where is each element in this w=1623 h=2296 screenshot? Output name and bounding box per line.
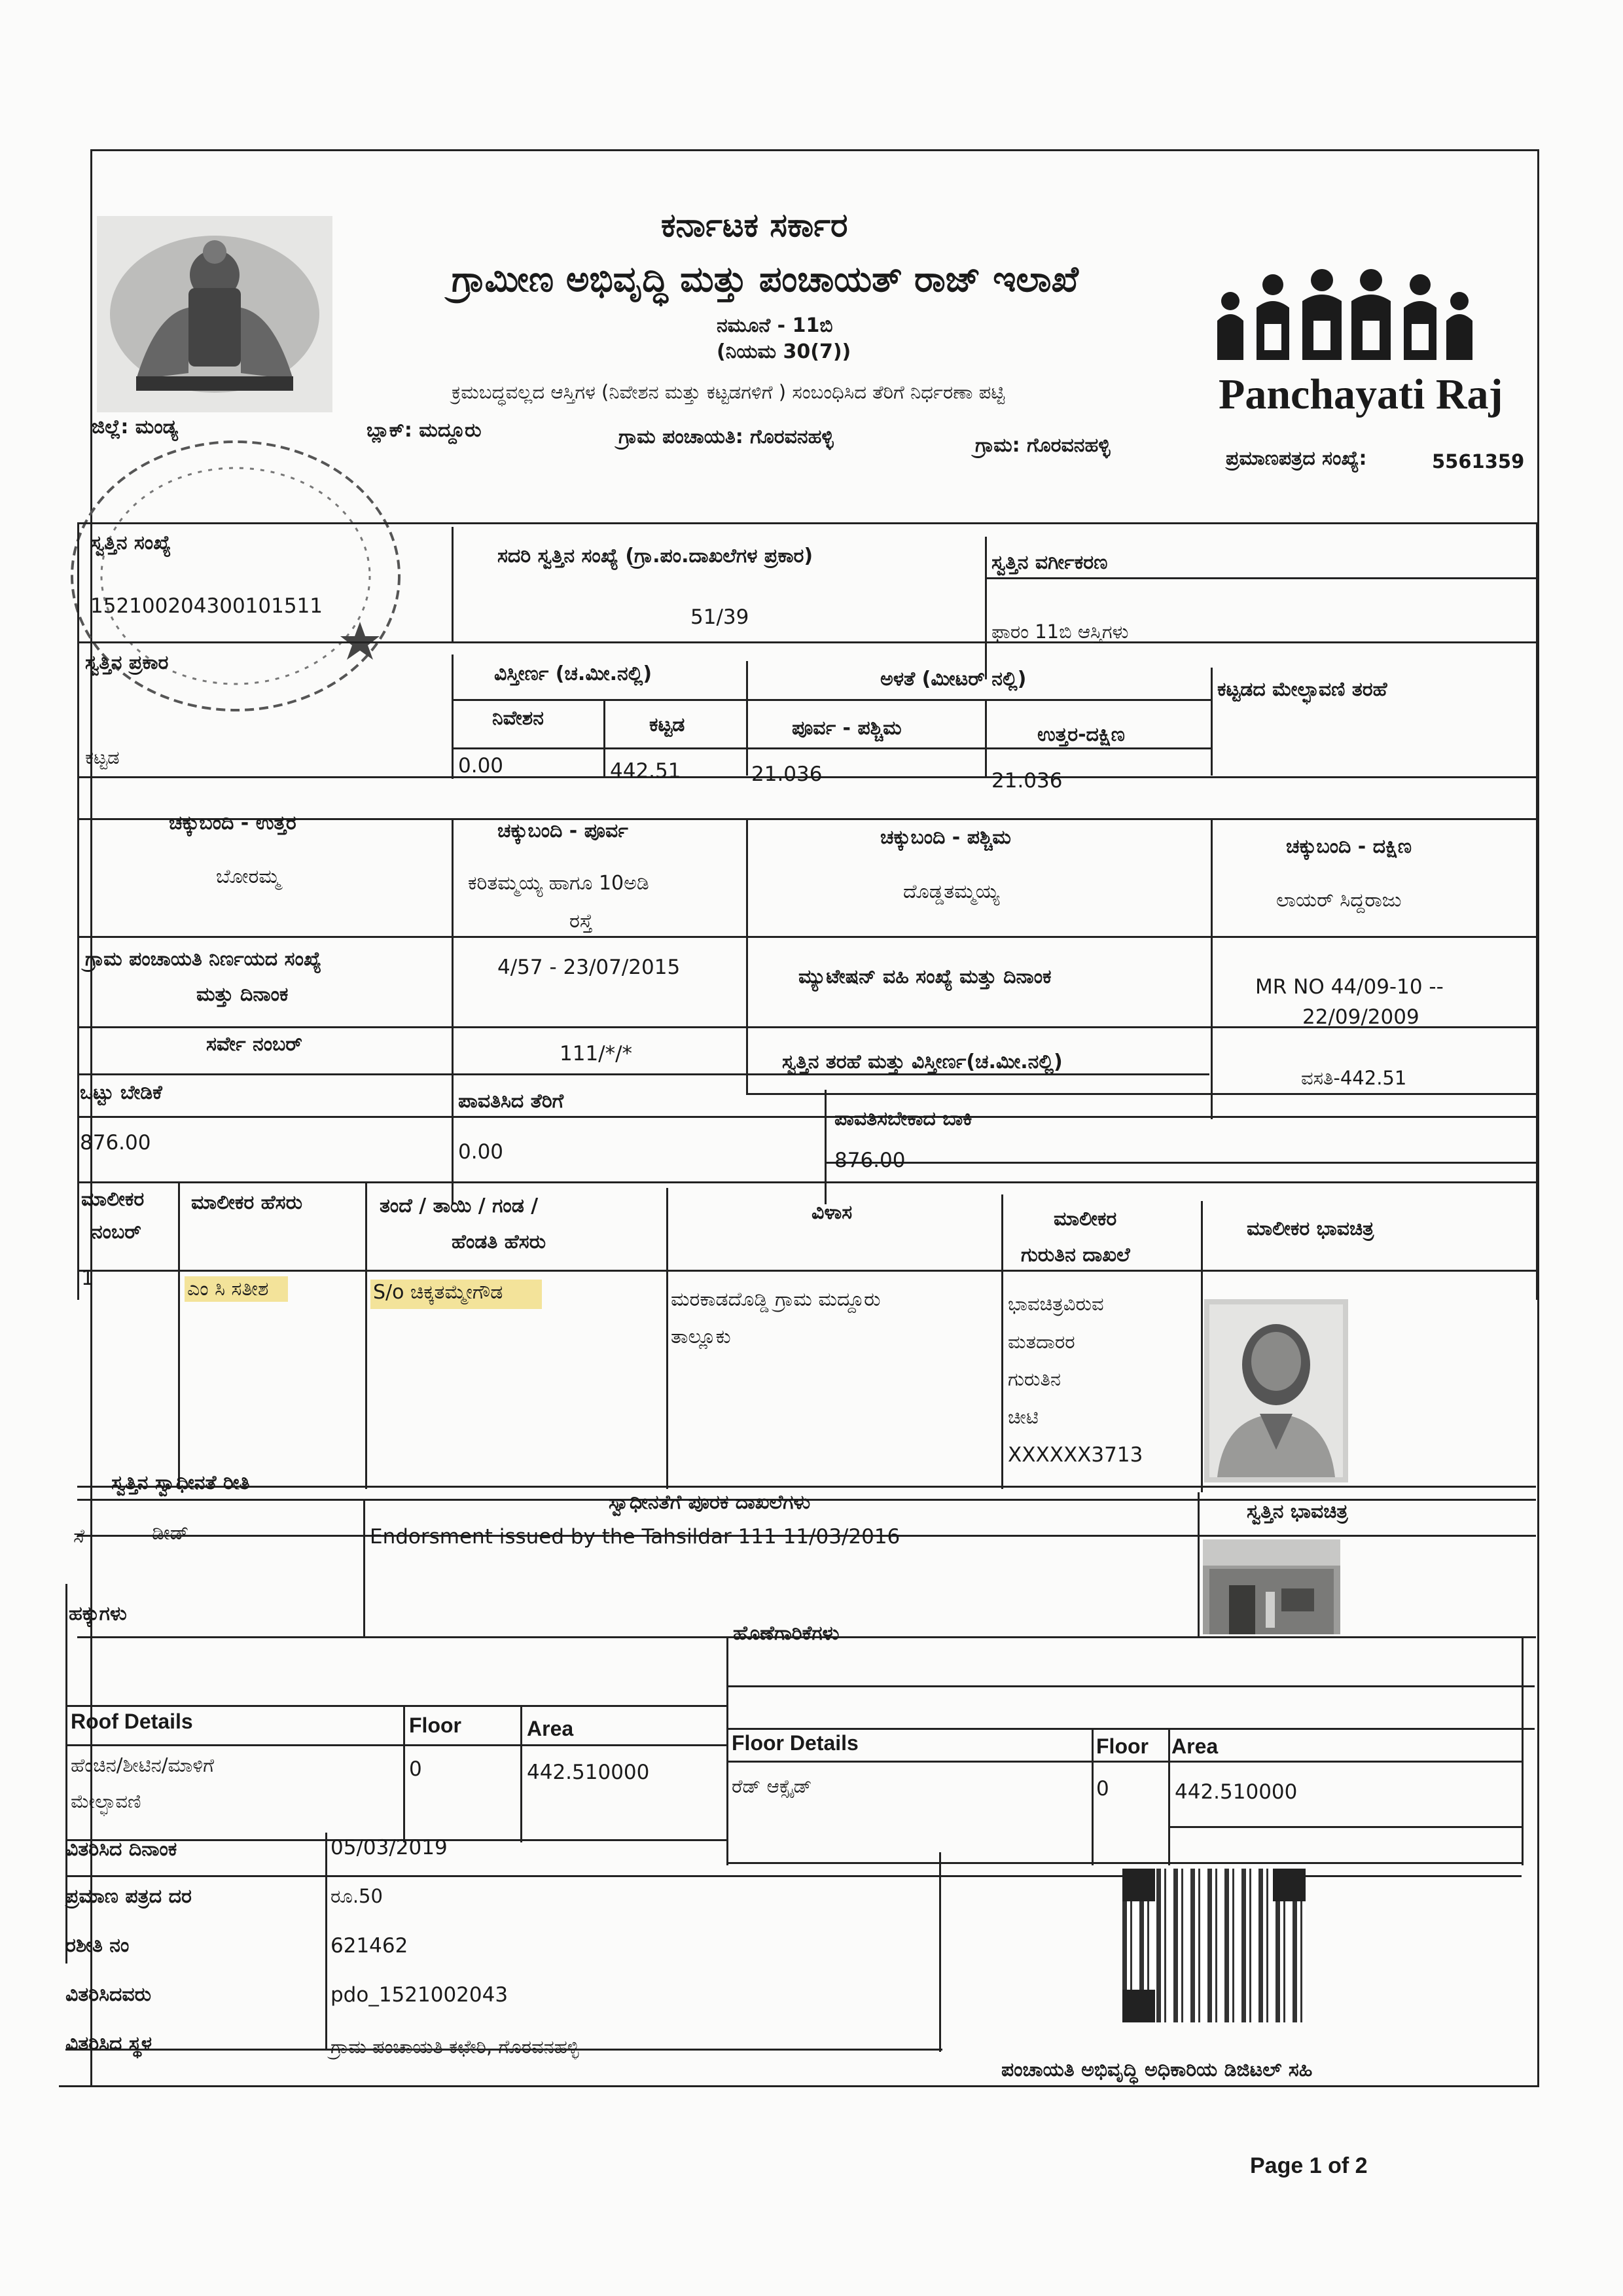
north-boundary-value: ಬೋರಮ್ಮ [216, 865, 280, 888]
rule [1201, 1201, 1203, 1492]
receipt-number-label: ರಶೀತಿ ನಂ [65, 1934, 130, 1957]
owner-id-line1: ಭಾವಚಿತ್ರವಿರುವ [1008, 1293, 1104, 1315]
rule [403, 1705, 405, 1842]
owner-name-header: ಮಾಲೀಕರ ಹೆಸರು [191, 1191, 303, 1214]
rule [985, 699, 987, 778]
owner-id-line4: ಚೀಟಿ [1008, 1406, 1039, 1428]
digital-signature-label: ಪಂಚಾಯತಿ ಅಭಿವೃದ್ಧಿ ಅಧಿಕಾರಿಯ ಡಿಜಿಟಲ್ ಸಹಿ [1001, 2058, 1313, 2081]
property-type-value: ಕಟ್ಟಡ [85, 746, 120, 768]
floor-floor-value: 0 [1096, 1777, 1109, 1801]
mutation-value-line1: MR NO 44/09-10 -- [1255, 975, 1444, 999]
logo-text: Panchayati Raj [1219, 370, 1503, 418]
supporting-docs-value: Endorsment issued by the Tahsildar 111 11/03/2016 [370, 1525, 901, 1549]
classification-label: ಸ್ವತ್ತಿನ ವರ್ಗೀಕರಣ [991, 551, 1108, 574]
north-south-label: ಉತ್ತರ-ದಕ್ಷಿಣ [1037, 723, 1125, 746]
owner-number-header: ಮಾಲೀಕರ [81, 1188, 145, 1211]
roof-type-label: ಕಟ್ಟಡದ ಮೇಲ್ಛಾವಣಿ ತರಹೆ [1217, 678, 1387, 701]
survey-number-label: ಸರ್ವೇ ನಂಬರ್ [206, 1033, 302, 1056]
resolution-value: 4/57 - 23/07/2015 [497, 956, 681, 979]
issued-by-label: ವಿತರಿಸಿದವರು [65, 1983, 152, 2006]
sadari-property-label: ಸದರಿ ಸ್ವತ್ತಿನ ಸಂಖ್ಯೆ (ಗ್ರಾ.ಪಂ.ದಾಖಲೆಗಳ ಪ್ರಕಾರ) [497, 545, 813, 567]
block: ಬ್ಲಾಕ್: ಮದ್ದೂರು [366, 419, 482, 442]
sadari-property-value: 51/39 [690, 605, 749, 629]
rule [452, 699, 1211, 701]
nature-area-value: ವಸತಿ-442.51 [1301, 1067, 1407, 1089]
page-border-bottom [59, 2085, 1539, 2087]
rule [726, 1636, 728, 1865]
total-demand-label: ಒಟ್ಟು ಬೇಡಿಕೆ [80, 1081, 162, 1104]
roof-area-header: Area [527, 1717, 574, 1740]
owner-photo [1204, 1299, 1348, 1482]
rule [452, 1090, 454, 1204]
ownership-mode-value-a: ಸೆ [73, 1525, 85, 1548]
issued-by-value: pdo_1521002043 [330, 1983, 508, 2007]
east-boundary-label: ಚಕ್ಕುಬಂದಿ - ಪೂರ್ವ [497, 819, 628, 842]
owner-number-header-2: ನಂಬರ್ [92, 1221, 141, 1244]
certificate-fee-value: ರೂ.50 [330, 1885, 383, 1907]
ownership-mode-value-b: ಡೀಡ್ [152, 1522, 189, 1545]
qr-finder-icon [1122, 1990, 1155, 2022]
village: ಗ್ರಾಮ: ಗೊರವನಹಳ್ಳಿ [975, 434, 1111, 457]
north-boundary-label: ಚಕ್ಕುಬಂದಿ - ಉತ್ತರ [169, 812, 296, 834]
east-boundary-value-line1: ಕರಿತಮ್ಮಯ್ಯ ಹಾಗೂ 10ಅಡಿ [468, 872, 649, 895]
owner-id-line2: ಮತದಾರರ [1008, 1331, 1075, 1353]
rule [1198, 1492, 1200, 1636]
survey-number-value: 111/*/* [560, 1042, 633, 1066]
roof-type-line1: ಹೆಂಚಿನ/ಶೀಟಿನ/ಮಾಳಿಗೆ [71, 1754, 215, 1776]
rule [1536, 522, 1538, 1300]
gov-name: ಕರ್ನಾಟಕ ಸರ್ಕಾರ [661, 206, 848, 244]
rule [1168, 1826, 1522, 1828]
issue-date-label: ವಿತರಿಸಿದ ದಿನಾಂಕ [65, 1838, 177, 1861]
qr-finder-icon [1273, 1869, 1306, 1901]
roof-area-value: 442.510000 [527, 1761, 650, 1784]
certificate-label: ಪ್ರಮಾಣಪತ್ರದ ಸಂಖ್ಯೆ: [1226, 447, 1367, 470]
property-id-value: 152100204300101511 [90, 594, 323, 618]
rule [77, 1270, 1536, 1272]
rule [603, 699, 605, 776]
rule [726, 1685, 1535, 1687]
form-name: ನಮೂನೆ - 11ಬಿ [717, 314, 833, 337]
west-boundary-value: ದೊಡ್ಡತಮ್ಮಯ್ಯ [903, 880, 999, 903]
ownership-mode-label: ಸ್ವತ್ತಿನ ಸ್ವಾಧೀನತೆ ರೀತಿ [111, 1471, 250, 1494]
rule [77, 1116, 1536, 1118]
owner-row-number: 1 [81, 1266, 94, 1290]
address-header: ವಿಳಾಸ [812, 1201, 853, 1224]
rule [746, 1093, 1536, 1095]
rule [1168, 1728, 1170, 1865]
rule [726, 1862, 1522, 1864]
rule [178, 1181, 180, 1489]
balance-due-label: ಪಾವತಿಸಬೇಕಾದ ಬಾಕಿ [834, 1107, 972, 1130]
certificate-fee-label: ಪ್ರಮಾಣ ಪತ್ರದ ದರ [65, 1885, 192, 1908]
issue-date-value: 05/03/2019 [330, 1836, 448, 1859]
rule [520, 1705, 522, 1842]
relation-header-2: ಹೆಂಡತಿ ಹೆಸರು [452, 1230, 546, 1253]
rule [325, 1833, 327, 2049]
roof-floor-header: Floor [409, 1713, 461, 1737]
rule [77, 1486, 1536, 1488]
rule [1211, 818, 1213, 1119]
district: ಜಿಲ್ಲೆ: ಮಂಡ್ಯ [92, 416, 178, 439]
floor-area-value: 442.510000 [1175, 1780, 1298, 1804]
total-demand-value: 876.00 [80, 1131, 151, 1155]
rule [77, 641, 1536, 643]
owner-address-line2: ತಾಲ್ಲೂಕು [671, 1325, 731, 1348]
rule [77, 522, 1538, 524]
north-south-value: 21.036 [991, 769, 1063, 793]
dept-name: ಗ್ರಾಮೀಣ ಅಭಿವೃದ್ಧಿ ಮತ್ತು ಪಂಚಾಯತ್ ರಾಜ್ ಇಲಾಖೆ [452, 259, 1079, 300]
rule [939, 1852, 941, 2052]
rule [77, 936, 1536, 938]
rights-label: ಹಕ್ಕುಗಳು [69, 1602, 127, 1625]
owner-address-line1: ಮರಕಾಡದೊಡ್ಡಿ ಗ್ರಾಮ ಮದ್ದೂರು [671, 1288, 881, 1311]
building-area-value: 442.51 [610, 759, 681, 783]
owner-id-line3: ಗುರುತಿನ [1008, 1368, 1061, 1390]
rule [746, 661, 748, 776]
rule [746, 818, 748, 1093]
roof-details-title: Roof Details [71, 1710, 193, 1733]
rule [77, 1073, 1209, 1075]
rule [825, 1090, 827, 1204]
property-type-label: ಸ್ವತ್ತಿನ ಪ್ರಕಾರ [85, 651, 169, 674]
resolution-label-2: ಮತ್ತು ದಿನಾಂಕ [196, 983, 289, 1006]
karnataka-emblem-icon [97, 216, 332, 412]
property-photo [1203, 1539, 1340, 1634]
roof-type-line2: ಮೇಲ್ಛಾವಣಿ [71, 1790, 141, 1812]
south-boundary-label: ಚಕ್ಕುಬಂದಿ - ದಕ್ಷಿಣ [1286, 835, 1412, 858]
liabilities-label: ಹೊಣೆಗಾರಿಕೆಗಳು [733, 1622, 840, 1645]
east-west-label: ಪೂರ್ವ - ಪಶ್ಚಿಮ [792, 717, 902, 740]
rule [825, 1162, 1536, 1164]
south-boundary-value: ಲಾಯರ್ ಸಿದ್ದರಾಜು [1276, 889, 1402, 912]
paid-tax-value: 0.00 [458, 1140, 504, 1164]
balance-due-value: 876.00 [834, 1149, 906, 1172]
site-area-value: 0.00 [458, 754, 504, 778]
floor-type-value: ರೆಡ್ ಆಕ್ಸೈಡ್ [732, 1775, 812, 1797]
office-seal-stamp-icon [39, 425, 406, 726]
rule [452, 527, 454, 641]
rule [726, 1728, 1535, 1730]
qr-finder-icon [1122, 1869, 1155, 1901]
rule [77, 1181, 1536, 1183]
rule [1522, 1728, 1524, 1865]
rule [985, 537, 987, 679]
rule [365, 1181, 367, 1489]
id-proof-header: ಮಾಲೀಕರ [1054, 1208, 1117, 1230]
resolution-label: ಗ್ರಾಮ ಪಂಚಾಯತಿ ನಿರ್ಣಯದ ಸಂಖ್ಯೆ [85, 948, 322, 971]
owner-name: ಎಂ ಸಿ ಸತೀಶ [185, 1276, 288, 1302]
rule [363, 1499, 365, 1636]
supporting-docs-label: ಸ್ವಾಧೀನತೆಗೆ ಪೂರಕ ದಾಖಲೆಗಳು [609, 1491, 811, 1514]
issue-place-value: ಗ್ರಾಮ ಪಂಚಾಯತಿ ಕಛೇರಿ, ಗೊರವನಹಳ್ಳಿ [330, 2036, 579, 2058]
rule [726, 1761, 1522, 1763]
rule [666, 1188, 668, 1489]
rule [1001, 1194, 1003, 1489]
gram-panchayat: ಗ್ರಾಮ ಪಂಚಾಯತಿ: ಗೊರವನಹಳ್ಳಿ [618, 425, 834, 448]
issue-place-label: ವಿತರಿಸಿದ ಸ್ಥಳ [65, 2032, 152, 2055]
id-proof-header-2: ಗುರುತಿನ ದಾಖಲೆ [1021, 1244, 1130, 1266]
rule [1211, 668, 1213, 776]
floor-floor-header: Floor [1096, 1734, 1149, 1758]
certificate-number: 5561359 [1432, 450, 1525, 473]
property-photo-label: ಸ್ವತ್ತಿನ ಭಾವಚಿತ್ರ [1247, 1500, 1348, 1523]
floor-area-header: Area [1171, 1734, 1219, 1758]
rule [452, 655, 454, 779]
rule [65, 1744, 726, 1746]
owner-id-number: XXXXXX3713 [1008, 1443, 1143, 1467]
classification-value: ಫಾರಂ 11ಬಿ ಆಸ್ತಿಗಳು [991, 620, 1129, 643]
east-west-value: 21.036 [751, 762, 823, 786]
nature-area-label: ಸ್ವತ್ತಿನ ತರಹೆ ಮತ್ತು ವಿಸ್ತೀರ್ಣ(ಚ.ಮೀ.ನಲ್ಲಿ) [782, 1050, 1063, 1073]
roof-floor-value: 0 [409, 1757, 422, 1781]
rule [65, 1705, 726, 1707]
west-boundary-label: ಚಕ್ಕುಬಂದಿ - ಪಶ್ಚಿಮ [880, 826, 1011, 849]
rule [985, 577, 1536, 579]
paid-tax-label: ಪಾವತಿಸಿದ ತೆರಿಗೆ [458, 1090, 564, 1113]
relation-header: ತಂದೆ / ತಾಯಿ / ಗಂಡ / [380, 1194, 539, 1217]
dimension-label: ಅಳತೆ (ಮೀಟರ್ ನಲ್ಲಿ) [880, 668, 1027, 691]
rule [1522, 1636, 1524, 1731]
rule [1092, 1728, 1094, 1865]
page-border-top [90, 149, 1539, 151]
form-subtitle: ಕ್ರಮಬದ್ಧವಲ್ಲದ ಆಸ್ತಿಗಳ (ನಿವೇಶನ ಮತ್ತು ಕಟ್ಟಡಗಳಿಗೆ ) ಸಂಬಂಧಿಸಿದ ತೆರಿಗೆ ನಿರ್ಧರಣಾ ಪಟ್ಟಿ [452, 381, 1005, 403]
mutation-value-line2: 22/09/2009 [1302, 1005, 1419, 1029]
east-boundary-value-line2: ರಸ್ತೆ [569, 910, 593, 933]
receipt-number-value: 621462 [330, 1934, 408, 1958]
area-label: ವಿಸ್ತೀರ್ಣ (ಚ.ಮೀ.ನಲ್ಲಿ) [494, 662, 652, 685]
building-label: ಕಟ್ಟಡ [649, 713, 685, 736]
page-number: Page 1 of 2 [1250, 2153, 1368, 2178]
owner-relation: S/o ಚಿಕ್ಕತಮ್ಮೇಗೌಡ [370, 1280, 542, 1309]
site-label: ನಿವೇಶನ [492, 707, 544, 730]
property-id-label: ಸ್ವತ್ತಿನ ಸಂಖ್ಯೆ [90, 531, 171, 554]
owner-photo-header: ಮಾಲೀಕರ ಭಾವಚಿತ್ರ [1247, 1217, 1374, 1240]
rule [452, 747, 1211, 749]
rule-ref: (ನಿಯಮ 30(7)) [717, 340, 851, 363]
mutation-label: ಮ್ಯುಟೇಷನ್ ವಹಿ ಸಂಖ್ಯೆ ಮತ್ತು ದಿನಾಂಕ [798, 965, 1052, 988]
floor-details-title: Floor Details [732, 1731, 859, 1755]
panchayati-raj-logo-icon [1211, 262, 1472, 367]
